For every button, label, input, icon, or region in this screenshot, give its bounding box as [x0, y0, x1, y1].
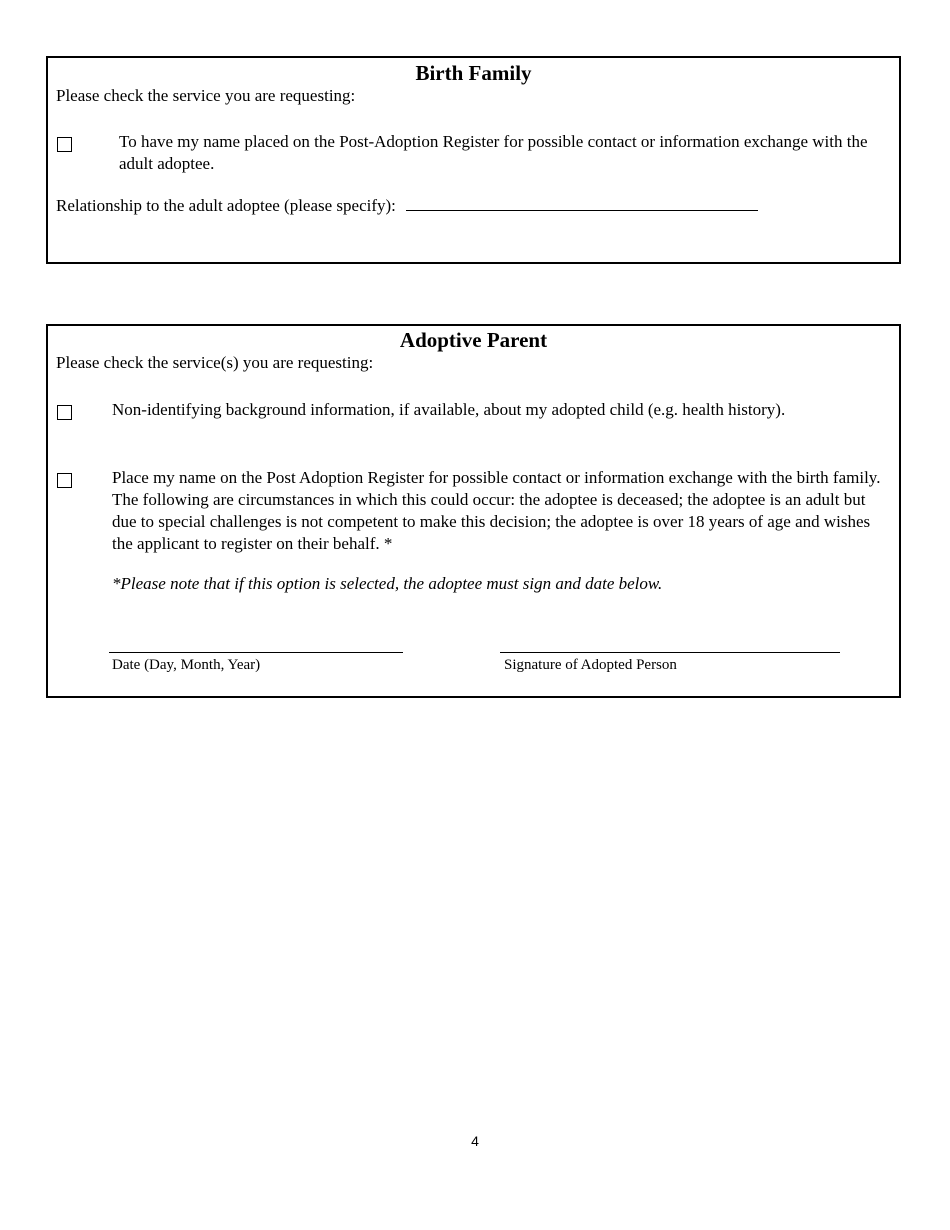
post-adoption-register-checkbox[interactable] [57, 473, 72, 488]
birth-family-instruction: Please check the service you are requesting: [56, 86, 356, 105]
adoptee-sign-note: *Please note that if this option is selected, the adoptee must sign and date below. [112, 574, 663, 593]
adoptive-parent-title: Adoptive Parent [399, 328, 548, 352]
background-info-checkbox[interactable] [57, 405, 72, 420]
relationship-row [56, 196, 758, 216]
page-number: 4 [471, 1133, 479, 1149]
background-info-option-label: Non-identifying background information, if available, about my adopted child (e.g. health history). [112, 400, 786, 419]
birth-family-title: Birth Family [415, 61, 532, 85]
post-adoption-register-option-label: Place my name on the Post Adoption Register for possible contact or information exchange with the birth family. The following are circumstances in which this could occur: the adoptee is deceased; the adoptee is an adult but due to special challenges is not competent to make this decision; the adoptee is over 18 years of age and wishes the applicant to register on their behalf. * [112, 468, 881, 553]
date-input-line[interactable] [109, 652, 403, 653]
date-label: Date (Day, Month, Year) [112, 657, 261, 673]
register-name-option-label: To have my name placed on the Post-Adoption Register for possible contact or information exchange with the adult adoptee. [119, 132, 868, 173]
birth-family-section [46, 56, 901, 264]
adoptive-parent-instruction: Please check the service(s) you are requesting: [56, 353, 374, 372]
register-name-checkbox[interactable] [57, 137, 72, 152]
signature-label: Signature of Adopted Person [504, 657, 677, 673]
signature-input-line[interactable] [500, 652, 840, 653]
relationship-label: Relationship to the adult adoptee (please specify): [56, 196, 396, 215]
relationship-input[interactable] [406, 196, 758, 211]
adoptive-parent-section [46, 324, 901, 698]
